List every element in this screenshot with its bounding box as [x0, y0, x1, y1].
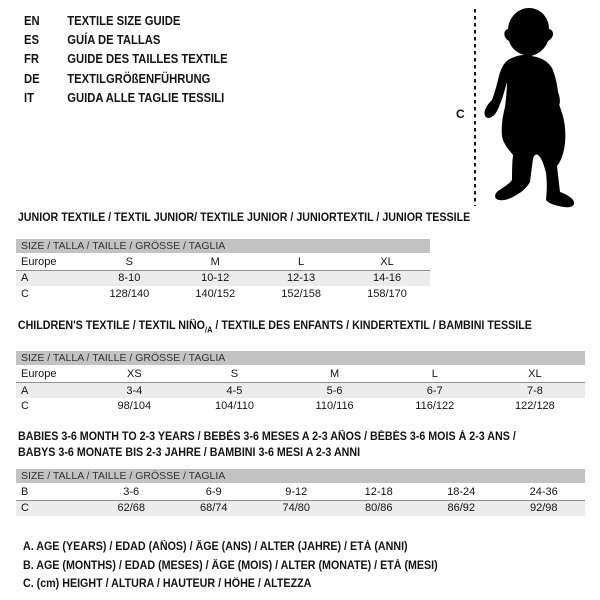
size-cell: 86/92: [420, 500, 503, 516]
size-cell: 5-6: [285, 382, 385, 398]
size-header-bar: SIZE / TALLA / TAILLE / GRÖSSE / TAGLIA: [16, 351, 585, 365]
column-header-cell: L: [385, 366, 485, 382]
column-header-cell: M: [285, 366, 385, 382]
size-cell: 158/170: [367, 288, 407, 300]
size-cell: 3-6: [90, 484, 173, 500]
language-title: GUIDE DES TAILLES TEXTILE: [67, 52, 228, 67]
row-label-cell: C: [21, 288, 29, 300]
size-cell: 6-7: [385, 382, 485, 398]
size-cell: 10-12: [172, 270, 258, 286]
row-label-cell: Europe: [16, 254, 86, 270]
language-row: [24, 89, 228, 108]
size-cell: 7-8: [485, 382, 585, 398]
column-header-cell: XS: [84, 366, 184, 382]
table-row: [16, 254, 430, 270]
row-label-cell: C: [16, 500, 90, 516]
language-row: [24, 50, 228, 69]
size-cell: 140/152: [195, 288, 236, 300]
table-row: [16, 382, 585, 398]
size-cell: 68/74: [172, 500, 255, 516]
table-row: [16, 398, 585, 414]
language-title: TEXTILE SIZE GUIDE: [67, 14, 181, 28]
language-title: GUIDA ALLE TAGLIE TESSILI: [67, 90, 225, 105]
language-row: [24, 70, 228, 89]
legend-block: [23, 538, 469, 594]
table-row: [16, 270, 430, 286]
column-header-cell: XL: [485, 366, 585, 382]
column-header-cell: M: [172, 254, 258, 270]
legend-line-b: B. AGE (MONTHS) / EDAD (MESES) / ÂGE (MOIS) / ALTER (MONATE) / ETÀ (MESI): [23, 559, 438, 572]
size-cell: 9-12: [255, 484, 338, 500]
size-cell: 122/128: [515, 400, 555, 413]
babies-textile-section: [16, 429, 585, 516]
height-measure-label: C: [456, 107, 465, 121]
size-cell: 8-10: [86, 270, 172, 286]
language-row: [24, 31, 228, 50]
column-header-cell: L: [258, 254, 344, 270]
legend-line-c: C. (cm) HEIGHT / ALTURA / HAUTEUR / HÖHE / ALTEZZA: [23, 578, 312, 590]
size-cell: 128/140: [109, 288, 150, 300]
row-label-cell: A: [16, 270, 86, 286]
size-cell: 152/158: [281, 288, 321, 300]
size-cell: 98/104: [117, 400, 152, 413]
size-cell: 110/116: [315, 400, 354, 413]
size-header-bar: SIZE / TALLA / TAILLE / GRÖSSE / TAGLIA: [16, 469, 585, 483]
table-title: [16, 429, 585, 461]
table-title-subscript: /A: [205, 325, 213, 335]
table-title-line1: BABIES 3-6 MONTH TO 2-3 YEARS / BEBÉS 3-6 MESES A 2-3 AÑOS / BÉBÉS 3-6 MOIS À 2-3 ANS /: [18, 431, 516, 443]
size-cell: 104/110: [215, 400, 254, 413]
language-row: [24, 12, 228, 31]
language-code: IT: [24, 90, 34, 105]
size-cell: 24-36: [502, 484, 585, 500]
table-row: [16, 500, 585, 516]
childrens-textile-section: [16, 320, 585, 414]
language-title: GUÍA DE TALLAS: [67, 33, 161, 48]
size-cell: 80/86: [337, 500, 420, 516]
toddler-silhouette-path: [484, 8, 574, 207]
language-code: FR: [24, 52, 40, 67]
size-cell: 12-18: [337, 484, 420, 500]
size-cell: 116/122: [415, 400, 455, 413]
table-row: [16, 366, 585, 382]
language-code: EN: [24, 14, 40, 28]
childrens-size-table: [16, 366, 585, 414]
table-title: JUNIOR TEXTILE / TEXTIL JUNIOR/ TEXTILE JUNIOR / JUNIORTEXTIL / JUNIOR TESSILE: [17, 212, 471, 224]
row-label-cell: C: [21, 400, 29, 413]
size-cell: 62/68: [90, 500, 173, 516]
size-cell: 6-9: [172, 484, 255, 500]
size-header-bar: SIZE / TALLA / TAILLE / GRÖSSE / TAGLIA: [16, 239, 430, 253]
table-title-text: CHILDREN'S TEXTILE / TEXTIL NIÑO: [17, 320, 206, 332]
table-row: [16, 286, 430, 302]
size-cell: 74/80: [255, 500, 338, 516]
junior-size-table: [16, 254, 430, 302]
babies-size-table: [16, 484, 585, 516]
column-header-cell: S: [184, 366, 284, 382]
size-cell: 92/98: [502, 500, 585, 516]
language-code: ES: [24, 33, 40, 48]
row-label-cell: Europe: [16, 366, 84, 382]
language-code: DE: [24, 71, 40, 86]
table-title: [16, 320, 545, 336]
size-cell: 3-4: [84, 382, 184, 398]
junior-textile-section: [16, 212, 471, 302]
toddler-silhouette: [455, 4, 600, 210]
size-cell: 14-16: [344, 270, 430, 286]
table-title-text: / TEXTILE DES ENFANTS / KINDERTEXTIL / BAMBINI TESSILE: [212, 320, 532, 332]
size-cell: 18-24: [420, 484, 503, 500]
language-title: TEXTILGRÖßENFÜHRUNG: [67, 71, 211, 86]
column-header-cell: S: [86, 254, 172, 270]
table-row: [16, 484, 585, 500]
legend-line-a: A. AGE (YEARS) / EDAD (AÑOS) / ÂGE (ANS) / ALTER (JAHRE) / ETÀ (ANNI): [23, 541, 408, 553]
row-label-cell: A: [16, 382, 84, 398]
size-cell: 4-5: [184, 382, 284, 398]
size-cell: 12-13: [258, 270, 344, 286]
row-label-cell: B: [16, 484, 90, 500]
column-header-cell: XL: [344, 254, 430, 270]
language-title-block: [24, 12, 250, 108]
table-title-line2: BABYS 3-6 MONATE BIS 2-3 JAHRE / BAMBINI 3-6 MESI A 2-3 ANNI: [18, 447, 361, 459]
